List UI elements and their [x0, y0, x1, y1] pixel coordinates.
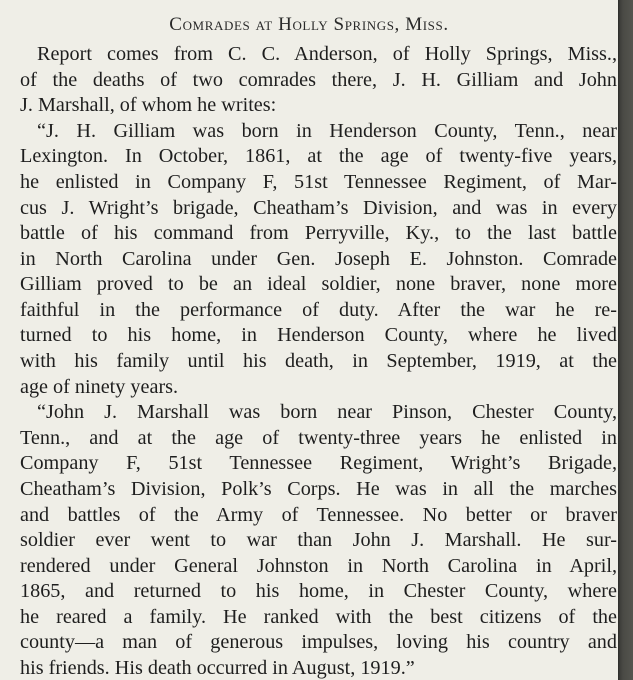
text-line: Gilliam proved to be an ideal soldier, none braver, none more: [20, 273, 617, 296]
text-line: Cheatham’s Division, Polk’s Corps. He was in all the marches: [20, 477, 617, 500]
text-line: age of ninety years.: [20, 375, 179, 398]
text-line: “J. H. Gilliam was born in Henderson County, Tenn., near: [37, 119, 617, 142]
text-line: his friends. His death occurred in August, 1919.”: [20, 657, 415, 679]
text-line: with his family until his death, in September, 1919, at the: [20, 350, 617, 372]
text-line: J. Marshall, of whom he writes:: [20, 94, 277, 117]
text-line: county—a man of generous impulses, loving his country and: [20, 631, 617, 654]
text-line: soldier ever went to war than John J. Marshall. He sur-: [20, 529, 617, 552]
text-line: cus J. Wright’s brigade, Cheatham’s Division, and was in every: [20, 196, 617, 219]
page-binding-edge: [618, 0, 633, 680]
text-line: of the deaths of two comrades there, J. H. Gilliam and John: [20, 68, 617, 91]
text-line: battle of his command from Perryville, Ky., to the last battle: [20, 222, 617, 245]
text-line: Lexington. In October, 1861, at the age of twenty-five years,: [20, 145, 617, 168]
text-line: in North Carolina under Gen. Joseph E. Johnston. Comrade: [20, 247, 617, 270]
text-line: and battles of the Army of Tennessee. No better or braver: [20, 503, 617, 526]
text-line: 1865, and returned to his home, in Chester County, where: [20, 580, 617, 603]
text-line: he reared a family. He ranked with the best citizens of the: [20, 605, 617, 628]
text-line: “John J. Marshall was born near Pinson, Chester County,: [37, 401, 617, 424]
text-line: rendered under General Johnston in North Carolina in April,: [20, 554, 617, 577]
text-line: faithful in the performance of duty. After the war he re-: [20, 298, 617, 321]
text-line: he enlisted in Company F, 51st Tennessee Regiment, of Mar-: [20, 170, 617, 193]
text-line: turned to his home, in Henderson County, where he lived: [20, 324, 617, 347]
text-line: Report comes from C. C. Anderson, of Holly Springs, Miss.,: [37, 43, 617, 65]
text-line: Tenn., and at the age of twenty-three years he enlisted in: [20, 426, 617, 449]
text-line: Company F, 51st Tennessee Regiment, Wright’s Brigade,: [20, 452, 617, 475]
article-heading: Comrades at Holly Springs, Miss.: [169, 14, 449, 35]
